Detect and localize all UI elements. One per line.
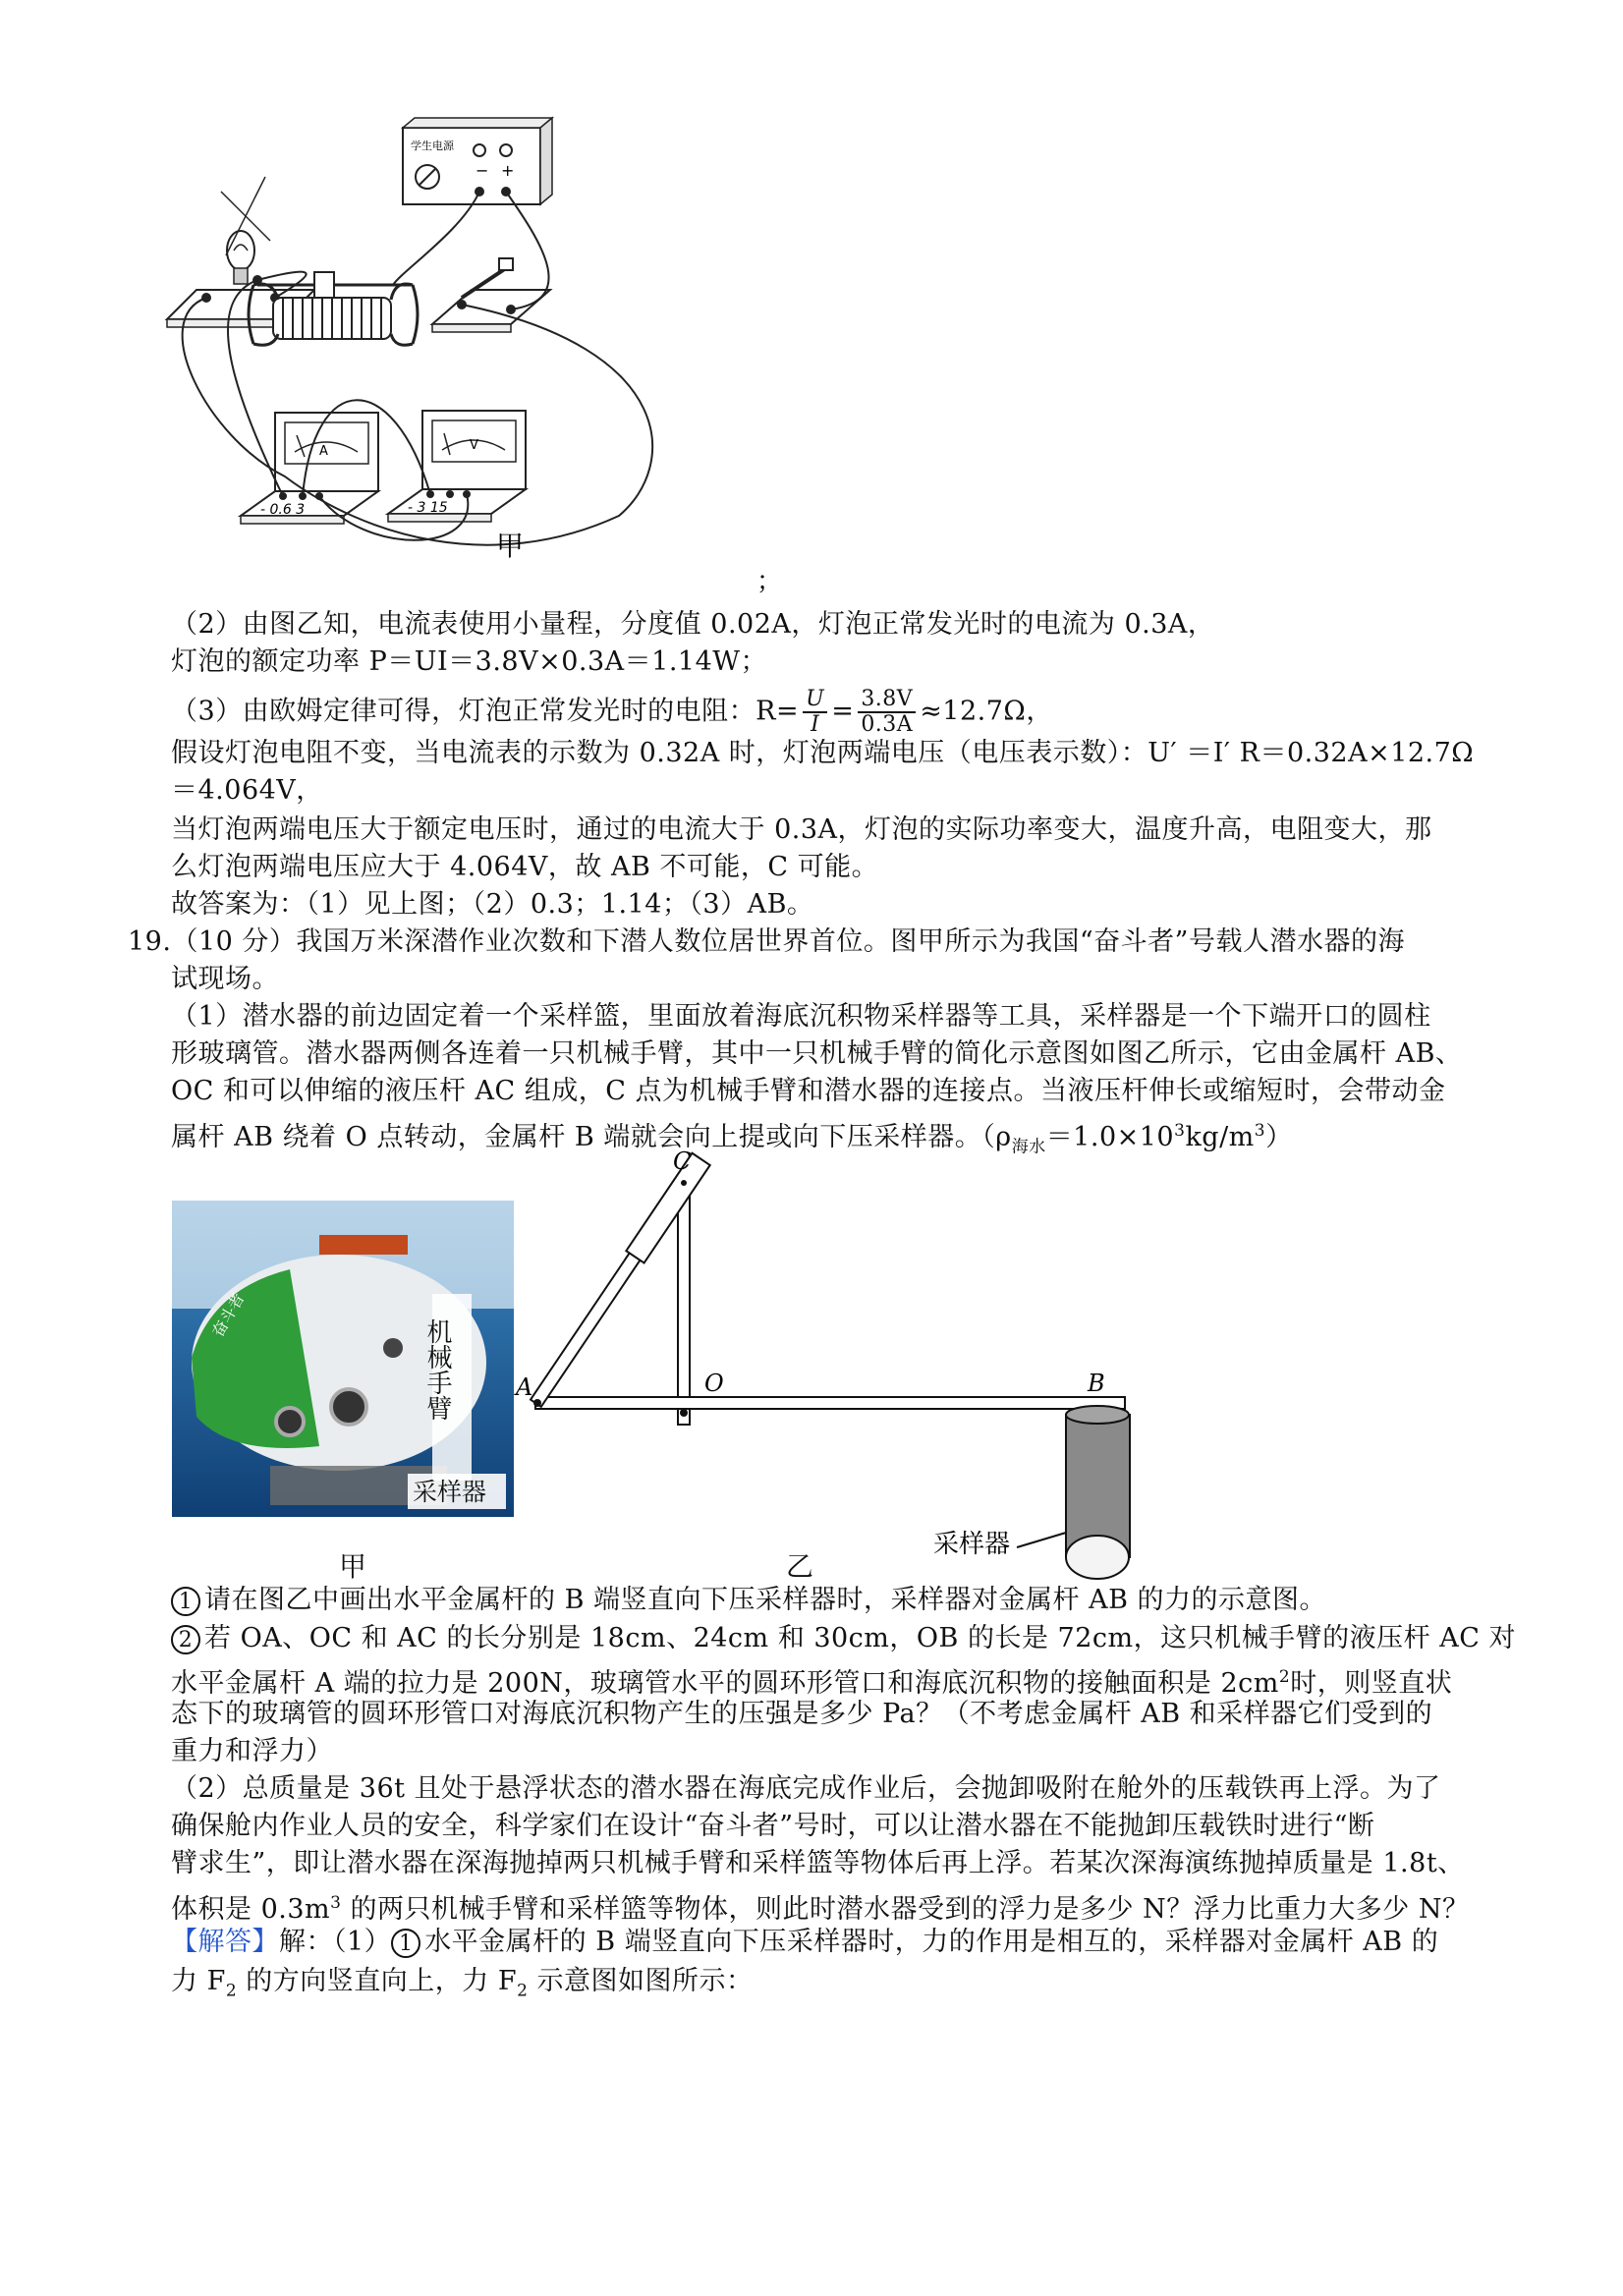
q19-p1-line3: OC 和可以伸缩的液压杆 AC 组成，C 点为机械手臂和潜水器的连接点。当液压杆伸长或缩短时，会带动金 — [171, 1076, 1446, 1106]
power-supply — [403, 118, 552, 204]
circuit-figure — [167, 123, 783, 596]
mechanical-arm-diagram — [516, 1149, 1154, 1592]
q19-sub2-line2: 水平金属杆 A 端的拉力是 200N，玻璃管水平的圆环形管口和海底沉积物的接触面积是 $2cm^2$时，则竖直状 — [171, 1667, 1453, 1699]
ammeter-scale: - 0.6 3 — [260, 502, 306, 518]
question-19-line1: 19.（10 分）我国万米深潜作业次数和下潜人数位居世界首位。图甲所示为我国“奋斗者”号载人潜水器的海 — [128, 926, 1405, 957]
voltmeter-letter: V — [470, 438, 478, 453]
q19-sub2-line3: 态下的玻璃管的圆环形管口对海底沉积物产生的压强是多少 Pa？（不考虑金属杆 AB 和采样器它们受到的 — [171, 1699, 1433, 1729]
label-c: C — [673, 1148, 692, 1175]
circled-number-2: 2 — [171, 1625, 200, 1654]
answer-18-p2-line2: 灯泡的额定功率 P＝UI＝3.8V×0.3A＝1.14W； — [171, 646, 768, 677]
answer-18-final: 故答案为：（1）见上图；（2）0.3；1.14；（3）AB。 — [171, 889, 814, 920]
label-o: O — [704, 1370, 724, 1397]
minus-sign: − — [476, 161, 489, 180]
ammeter — [241, 413, 378, 524]
circled-number-1: 1 — [171, 1587, 200, 1616]
semicolon: ； — [756, 567, 783, 596]
answer-19-line2: 力 $F_2$ 的方向竖直向上，力 $F_2$ 示意图如图所示： — [171, 1966, 754, 2001]
circled-number-1-answer: 1 — [391, 1929, 420, 1958]
rheostat — [249, 272, 418, 345]
hull-text: 奋斗者 — [208, 1289, 249, 1340]
question-19-line2: 试现场。 — [171, 964, 279, 994]
power-supply-label: 学生电源 — [411, 140, 454, 152]
switch — [432, 258, 550, 332]
caption-jia: 甲 — [339, 1550, 367, 1583]
figure-caption-jia: 甲 — [496, 530, 525, 562]
q19-sub1: 1 请在图乙中画出水平金属杆的 B 端竖直向下压采样器时，采样器对金属杆 AB 的力的示意图。 — [171, 1582, 1326, 1619]
answer-18-p2-line1: （2）由图乙知，电流表使用小量程，分度值 0.02A，灯泡正常发光时的电流为 0.3A， — [171, 609, 1215, 640]
answer-18-p3-line4: 当灯泡两端电压大于额定电压时，通过的电流大于 0.3A，灯泡的实际功率变大，温度升高，电阻变大，那 — [171, 814, 1432, 845]
voltmeter — [388, 411, 526, 522]
q19-p1-line1: （1）潜水器的前边固定着一个采样篮，里面放着海底沉积物采样器等工具，采样器是一个下端开口的圆柱 — [171, 1001, 1431, 1032]
q19-p2-line4: 体积是 $0.3m^3$ 的两只机械手臂和采样篮等物体，则此时潜水器受到的浮力是多少 N？浮力比重力大多少 N？ — [171, 1893, 1470, 1925]
q19-p1-line2: 形玻璃管。潜水器两侧各连着一只机械手臂，其中一只机械手臂的简化示意图如图乙所示，它由金属杆 AB、 — [171, 1038, 1463, 1069]
photo-label-sampler: 采样器 — [413, 1478, 487, 1506]
q19-sub2-line4: 重力和浮力） — [171, 1736, 333, 1766]
answer-18-p3-line1: （3）由欧姆定律可得，灯泡正常发光时的电阻：R= $\frac{U}{I}$ = $\frac{3.8V}{0.3A}$ ≈12.7Ω， — [171, 687, 1053, 737]
label-sampler: 采样器 — [933, 1530, 1011, 1559]
q19-p2-line1: （2）总质量是 36t 且处于悬浮状态的潜水器在海底完成作业后，会抛卸吸附在舱外的压载铁再上浮。为了 — [171, 1773, 1441, 1804]
answer-18-p3-line5: 么灯泡两端电压应大于 4.064V，故 AB 不可能，C 可能。 — [171, 852, 879, 882]
fraction-values: $\frac{3.8V}{0.3A}$ — [858, 688, 916, 737]
caption-yi: 乙 — [786, 1550, 814, 1583]
label-b: B — [1088, 1370, 1105, 1397]
q19-p2-line3: 臂求生”，即让潜水器在深海抛掉两只机械手臂和采样篮等物体后再上浮。若某次深海演练抛掉质量是 1.8t、 — [171, 1848, 1465, 1878]
fraction-u-over-i: $\frac{U}{I}$ — [803, 688, 827, 737]
submersible-photo — [172, 1201, 514, 1517]
answer-tag: 【解答】 — [171, 1927, 279, 1957]
q19-p2-line2: 确保舱内作业人员的安全，科学家们在设计“奋斗者”号时，可以让潜水器在不能抛卸压载铁时进行“断 — [171, 1811, 1375, 1841]
answer-18-p3-line3: ＝4.064V， — [171, 775, 323, 806]
answer-19-line1: 【解答】解：（1） 1 水平金属杆的 B 端竖直向下压采样器时，力的作用是相互的，采样器对金属杆 AB 的 — [171, 1927, 1439, 1957]
q19-p1-line4: 属杆 AB 绕着 O 点转动，金属杆 B 端就会向上提或向下压采样器。$(\rho_{海水}=1.0\times 10^3kg/m^3)$ — [171, 1121, 1293, 1157]
q19-sub2-line1: 2 若 OA、OC 和 AC 的长分别是 18cm、24cm 和 30cm，OB 的长是 72cm，这只机械手臂的液压杆 AC 对 — [171, 1620, 1516, 1657]
ammeter-letter: A — [319, 444, 328, 459]
label-a: A — [516, 1373, 533, 1401]
photo-label-arm: 机械手臂 — [422, 1318, 452, 1421]
answer-18-p3-line2: 假设灯泡电阻不变，当电流表的示数为 0.32A 时，灯泡两端电压（电压表示数）：U′ ＝I′ R＝0.32A×12.7Ω — [171, 738, 1475, 768]
plus-sign: + — [501, 161, 515, 180]
voltmeter-scale: - 3 15 — [408, 500, 448, 516]
